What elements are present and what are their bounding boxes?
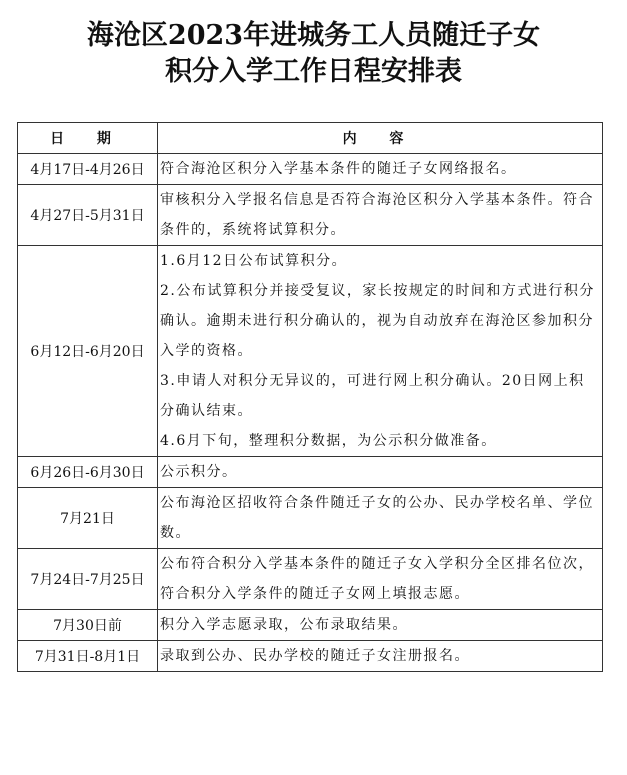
table-row bbox=[18, 154, 603, 185]
header-date: 日 期 bbox=[18, 123, 158, 154]
content-item: 公示积分。 bbox=[160, 464, 238, 480]
row-date: 7月24日-7月25日 bbox=[18, 549, 158, 610]
row-content bbox=[158, 185, 603, 246]
table-row bbox=[18, 549, 603, 610]
row-content bbox=[158, 154, 603, 185]
schedule-body bbox=[18, 154, 603, 672]
content-item: 积分入学志愿录取，公布录取结果。 bbox=[160, 617, 408, 633]
row-content bbox=[158, 610, 603, 641]
content-item: 2.公布试算积分并接受复议，家长按规定的时间和方式进行积分确认。逾期未进行积分确认的，视为自动放弃在海沧区参加积分入学的资格。 bbox=[160, 283, 595, 359]
table-header-row bbox=[18, 123, 603, 154]
row-date: 6月12日-6月20日 bbox=[18, 246, 158, 457]
content-item: 3.申请人对积分无异议的，可进行网上积分确认。20日网上积分确认结束。 bbox=[160, 373, 585, 419]
title-line-2: 积分入学工作日程安排表 bbox=[165, 56, 462, 87]
content-item: 公布符合积分入学基本条件的随迁子女入学积分全区排名位次，符合积分入学条件的随迁子女网上填报志愿。 bbox=[160, 556, 594, 602]
row-date: 4月27日-5月31日 bbox=[18, 185, 158, 246]
table-row bbox=[18, 610, 603, 641]
title-line-1: 海沧区2023年进城务工人员随迁子女 bbox=[86, 20, 541, 51]
row-content bbox=[158, 549, 603, 610]
row-date: 4月17日-4月26日 bbox=[18, 154, 158, 185]
schedule-table bbox=[17, 122, 603, 672]
content-item: 录取到公办、民办学校的随迁子女注册报名。 bbox=[160, 648, 470, 664]
row-date: 7月30日前 bbox=[18, 610, 158, 641]
page-title bbox=[0, 18, 627, 90]
row-date: 6月26日-6月30日 bbox=[18, 457, 158, 488]
table-row bbox=[18, 185, 603, 246]
content-item: 审核积分入学报名信息是否符合海沧区积分入学基本条件。符合条件的，系统将试算积分。 bbox=[160, 192, 594, 238]
header-content: 内 容 bbox=[158, 123, 603, 154]
row-content bbox=[158, 246, 603, 457]
row-content bbox=[158, 488, 603, 549]
content-item: 公布海沧区招收符合条件随迁子女的公办、民办学校名单、学位数。 bbox=[160, 495, 594, 541]
table-row bbox=[18, 488, 603, 549]
table-row bbox=[18, 457, 603, 488]
table-row bbox=[18, 246, 603, 457]
row-content bbox=[158, 457, 603, 488]
row-content bbox=[158, 641, 603, 672]
content-item: 4.6月下旬，整理积分数据，为公示积分做准备。 bbox=[160, 433, 497, 449]
table-row bbox=[18, 641, 603, 672]
content-item: 符合海沧区积分入学基本条件的随迁子女网络报名。 bbox=[160, 161, 517, 177]
row-date: 7月31日-8月1日 bbox=[18, 641, 158, 672]
content-item: 1.6月12日公布试算积分。 bbox=[160, 253, 348, 269]
row-date: 7月21日 bbox=[18, 488, 158, 549]
